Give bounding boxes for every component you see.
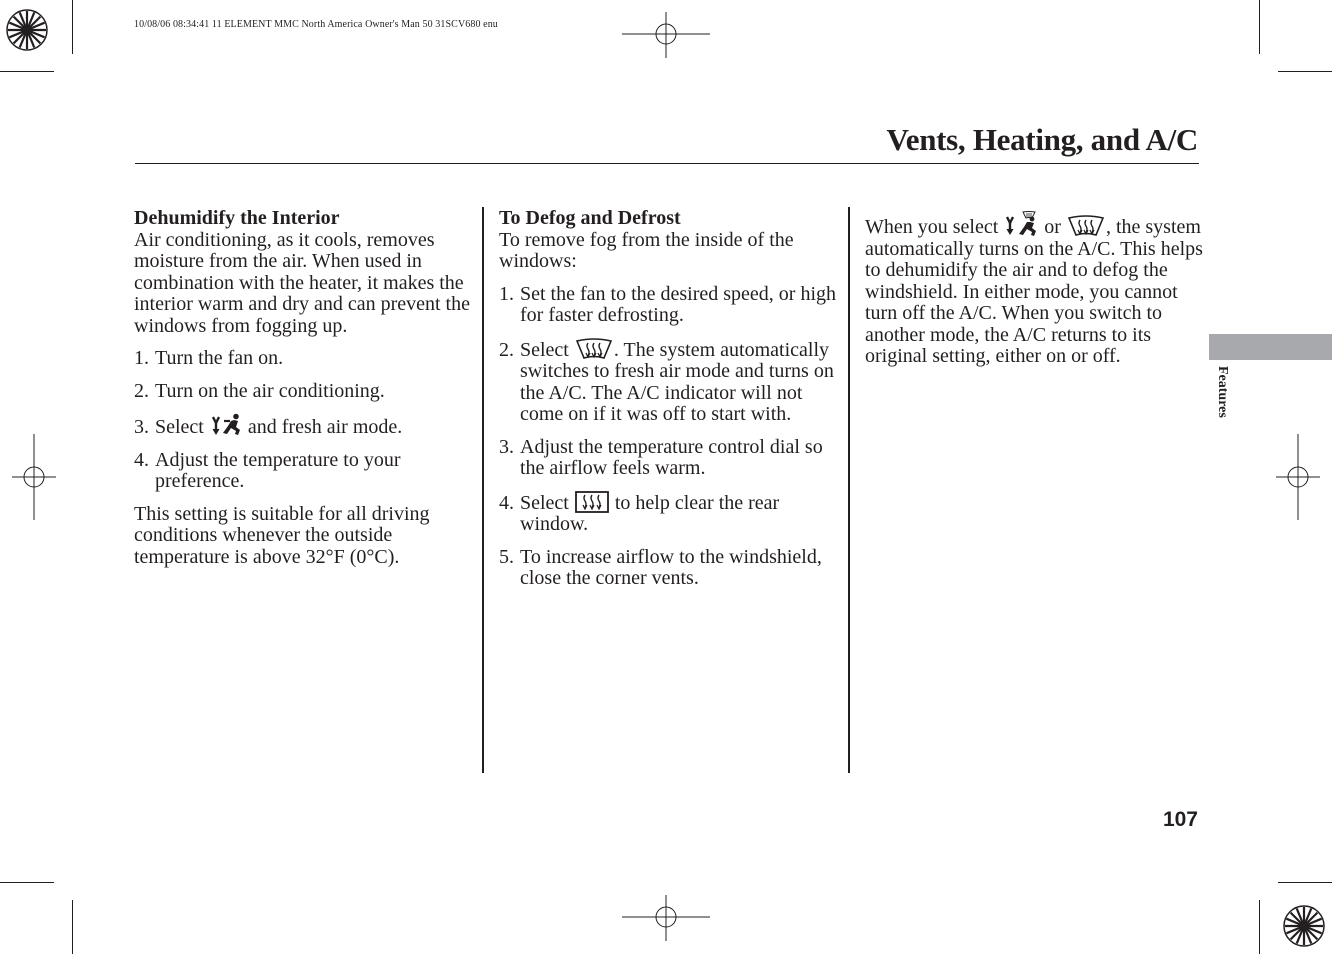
- registration-mark-icon: [12, 434, 56, 520]
- registration-mark-icon: [1276, 434, 1320, 520]
- section-tab-label: [1212, 366, 1232, 446]
- step-text: Adjust the temperature control dial so the airflow feels warm.: [520, 435, 823, 479]
- crop-mark: [72, 900, 73, 954]
- paragraph: [865, 211, 1205, 368]
- list-item: [134, 413, 474, 439]
- registration-mark-icon: [622, 895, 710, 941]
- title-divider: [135, 163, 1199, 164]
- column-defog: [499, 208, 839, 601]
- crop-mark: [1278, 71, 1332, 72]
- text-run: , the system automatically turns on the A/C. This helps to dehumidify the air and to defog the windshield. In either mode, you cannot turn off the A/C. When you switch to another mode, the A/C returns to its original setting, either on or off.: [865, 216, 1203, 367]
- list-item: [134, 348, 474, 370]
- step-number: 2.: [134, 379, 149, 402]
- printer-starburst-icon: [6, 9, 48, 51]
- printer-starburst-icon: [1283, 905, 1325, 947]
- step-number: 3.: [134, 416, 149, 438]
- list-item: [499, 338, 839, 426]
- step-text: and fresh air mode.: [247, 416, 403, 438]
- crop-mark: [72, 0, 73, 54]
- step-text: Select: [520, 491, 569, 514]
- front-defrost-icon: [575, 338, 613, 360]
- step-number: 1.: [134, 347, 149, 369]
- list-item: [499, 547, 839, 590]
- paragraph: To remove fog from the inside of the windows:: [499, 228, 794, 272]
- crop-mark: [1259, 900, 1260, 954]
- step-text: to help clear the rear window.: [520, 491, 780, 535]
- section-tab: [1209, 334, 1332, 360]
- crop-mark: [0, 882, 54, 883]
- page-title: Vents, Heating, and A/C: [886, 122, 1198, 157]
- list-item: [499, 491, 839, 536]
- list-item: [134, 381, 474, 403]
- list-item: [134, 450, 474, 493]
- list-item: [499, 437, 839, 480]
- rear-defrost-icon: [575, 491, 609, 513]
- step-number: 1.: [499, 282, 514, 305]
- step-text: Turn on the air conditioning.: [155, 379, 385, 402]
- text-run: or: [1044, 216, 1061, 238]
- step-text: . The system automatically switches to fresh air mode and turns on the A/C. The A/C indicator will not come on if it was off to start with.: [520, 338, 834, 425]
- step-number: 5.: [499, 545, 514, 568]
- front-defrost-icon: [1067, 215, 1105, 237]
- step-text: To increase airflow to the windshield, close the corner vents.: [520, 545, 822, 589]
- floor-defrost-mode-icon: [1004, 211, 1038, 237]
- step-number: 4.: [134, 448, 149, 471]
- section-heading: To Defog and Defrost: [499, 207, 681, 229]
- step-number: 3.: [499, 435, 514, 458]
- section-heading: Dehumidify the Interior: [134, 207, 340, 229]
- step-text: Turn the fan on.: [155, 347, 284, 369]
- section-tab-text: Features: [1215, 366, 1230, 418]
- registration-mark-icon: [622, 12, 710, 58]
- list-item: [499, 284, 839, 327]
- paragraph: Air conditioning, as it cools, removes moisture from the air. When used in combination with the heater, it makes the interior warm and dry and can prevent the windows from fogging up.: [134, 228, 470, 337]
- paragraph: This setting is suitable for all driving conditions whenever the outside temperature is above 32°F (0°C).: [134, 502, 430, 568]
- print-slug: 10/08/06 08:34:41 11 ELEMENT MMC North America Owner's Man 50 31SCV680 enu: [134, 19, 498, 30]
- text-run: When you select: [865, 216, 999, 238]
- step-text: Select: [155, 416, 204, 438]
- step-number: 4.: [499, 491, 514, 514]
- step-number: 2.: [499, 338, 514, 361]
- step-text: Adjust the temperature to your preference.: [155, 448, 401, 492]
- crop-mark: [0, 71, 54, 72]
- column-divider: [848, 207, 850, 773]
- crop-mark: [1259, 0, 1260, 54]
- column-divider: [482, 207, 484, 773]
- step-text: Select: [520, 338, 569, 361]
- column-dehumidify: [134, 208, 474, 579]
- page-number: 107: [1162, 808, 1198, 831]
- crop-mark: [1278, 882, 1332, 883]
- floor-vent-mode-icon: [210, 413, 242, 437]
- step-text: Set the fan to the desired speed, or high for faster defrosting.: [520, 282, 837, 326]
- column-mode-note: [865, 211, 1205, 379]
